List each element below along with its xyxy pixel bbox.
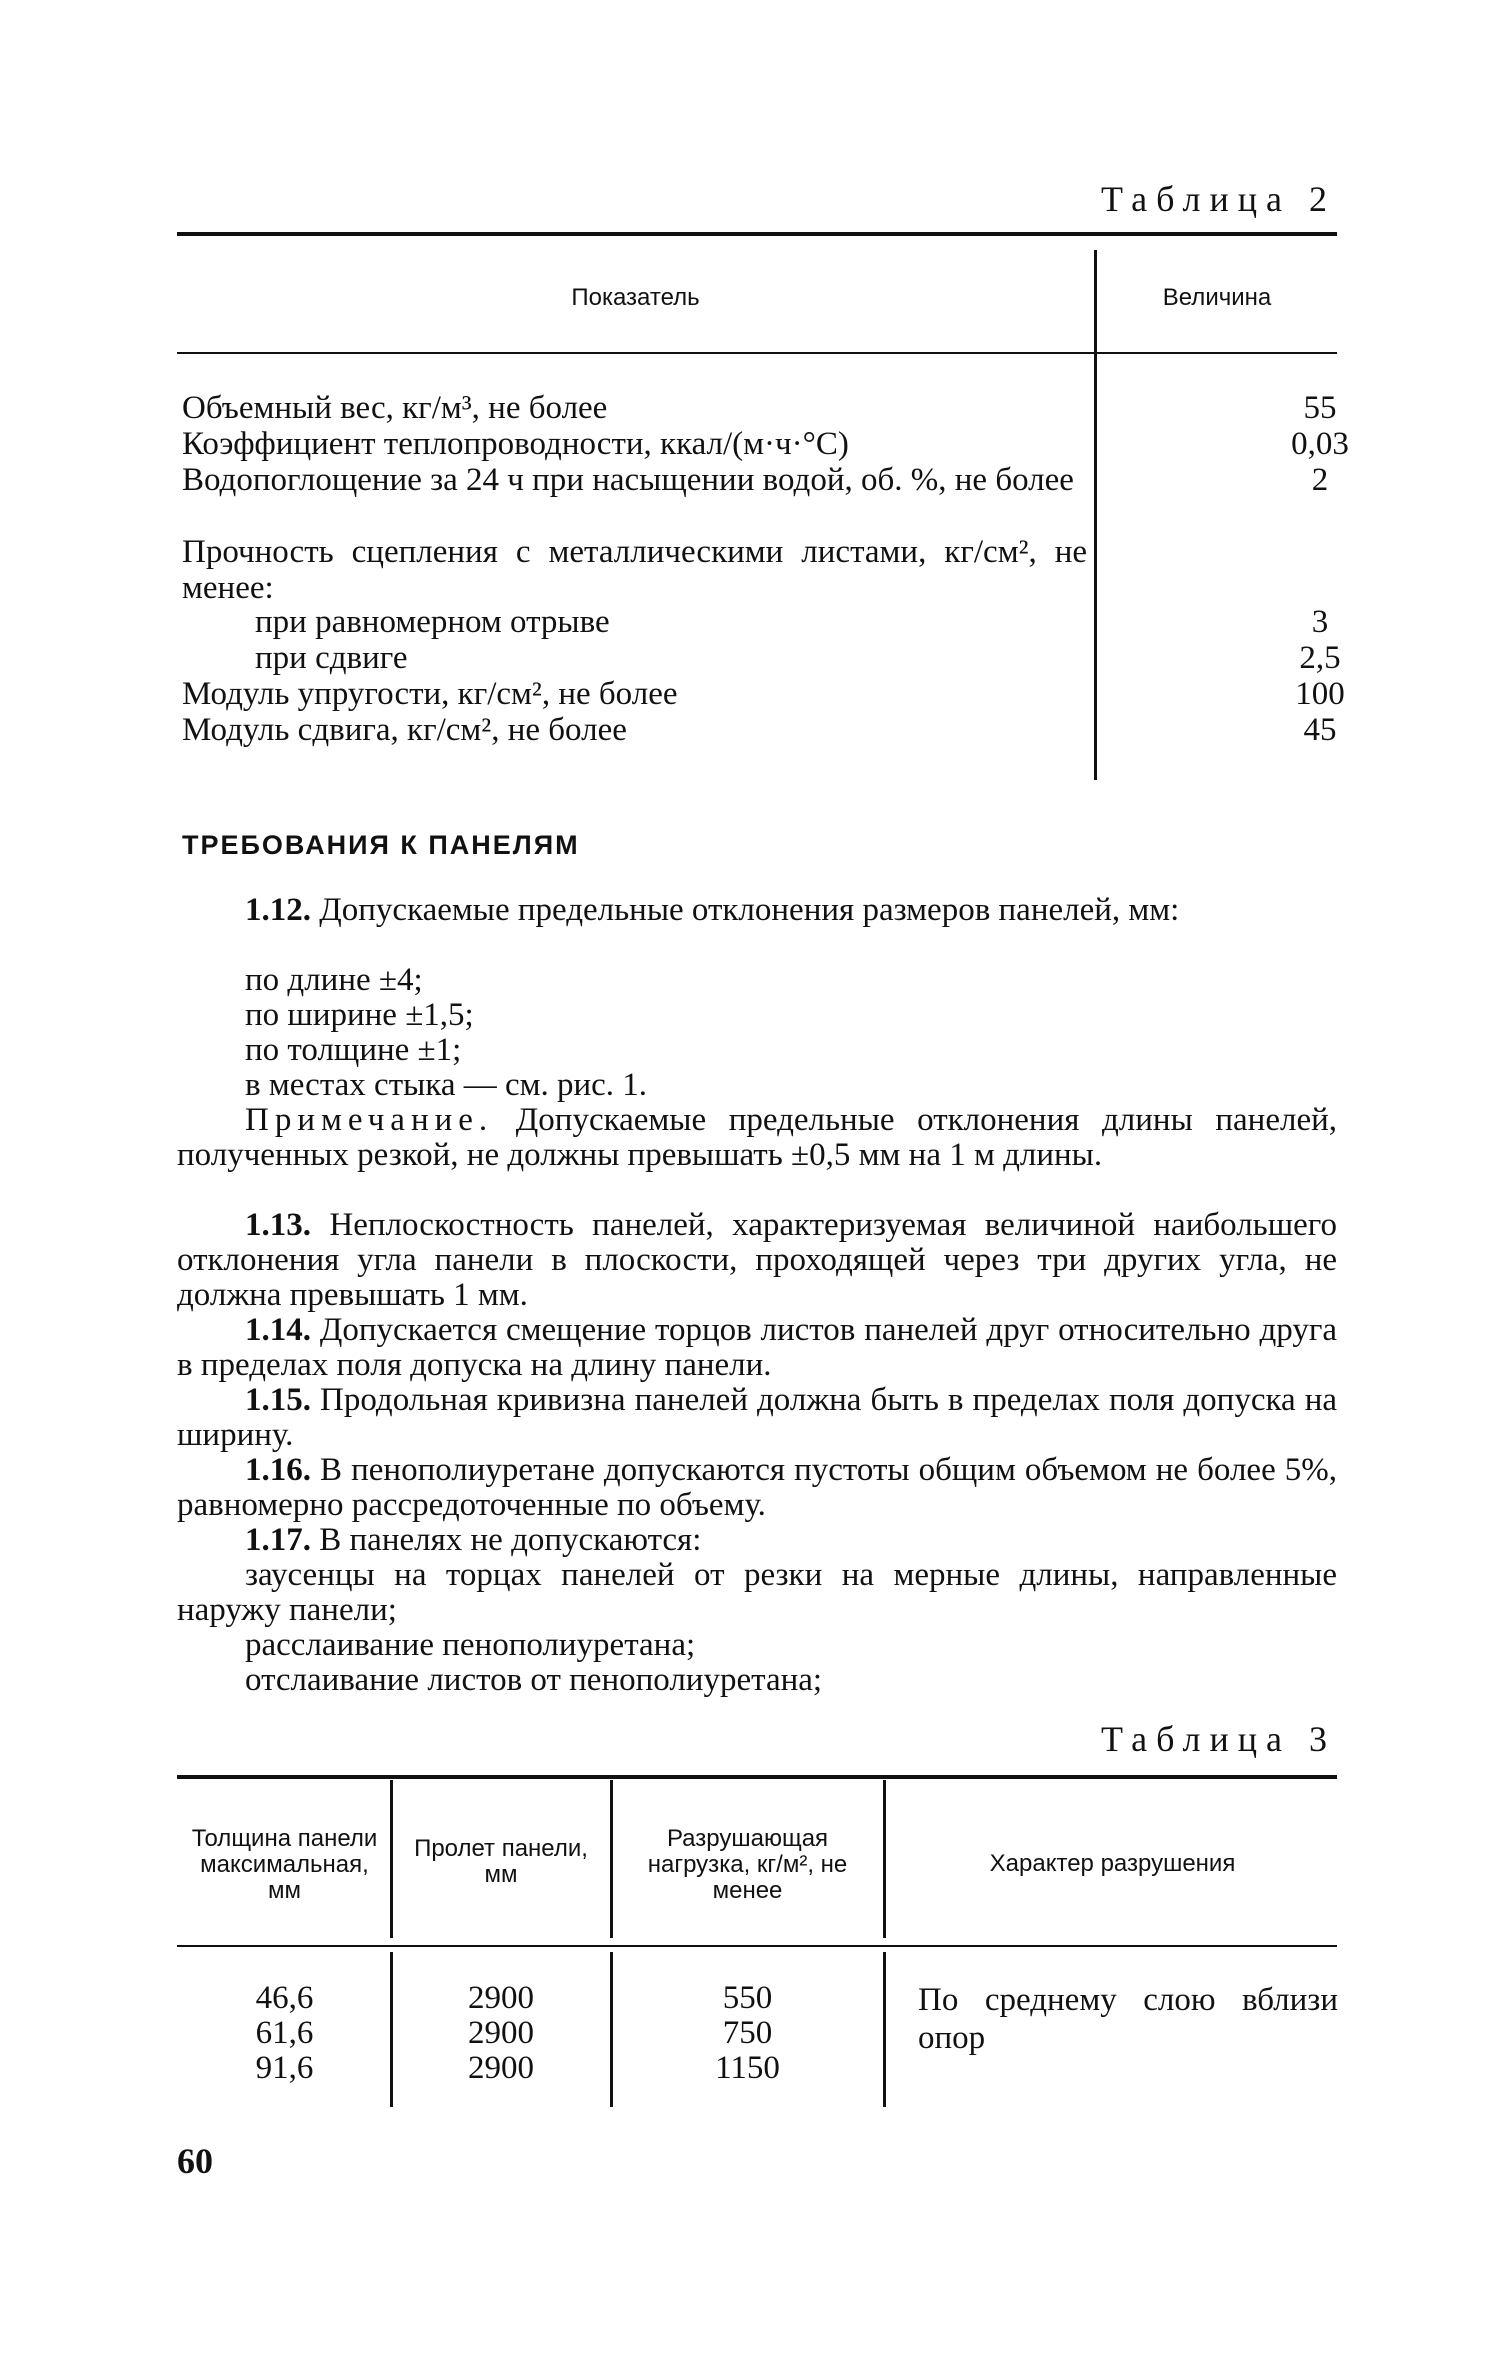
table3-header-span: Пролет панели, мм	[414, 1835, 588, 1888]
table2-row-value: 2,5	[1299, 640, 1341, 676]
list-item: по длине ±4;	[245, 962, 423, 998]
table3-header-failure: Характер разрушения	[989, 1850, 1236, 1877]
table3-divider	[390, 1952, 393, 2107]
table3-cell: 91,6	[255, 2050, 314, 2086]
table2-caption: Таблица 2	[1101, 179, 1336, 219]
table2-row-value: 3	[1311, 604, 1329, 640]
table3-cell: 2900	[468, 2050, 534, 2086]
table3-caption: Таблица 3	[1101, 1719, 1336, 1759]
table2-row-label: Объемный вес, кг/м³, не более	[182, 390, 608, 426]
table2-header-value: Величина	[1162, 284, 1272, 311]
table3-cell: 46,6	[255, 1980, 314, 2016]
table2-row-value: 2	[1311, 462, 1329, 498]
table2-row-value: 100	[1295, 676, 1345, 712]
list-item: в местах стыка — см. рис. 1.	[245, 1067, 648, 1103]
table2-row-label: Коэффициент теплопроводности, ккал/(м·ч·°С)	[182, 426, 849, 462]
table3-cell: 750	[722, 2015, 773, 2051]
table2-row-label: при равномерном отрыве	[255, 604, 610, 640]
note-paragraph: Примечание. Допускаемые предельные отклонения длины панелей, полученных резкой, не должны превышать ±0,5 мм на 1 м длины.	[177, 1102, 1338, 1173]
table2-row-label: при сдвиге	[255, 640, 408, 676]
paragraph-1-16: 1.16. В пенополиуретане допускаются пустоты общим объемом не более 5%, равномерно рассредоточенные по объему.	[177, 1452, 1337, 1523]
table3-cell: 2900	[468, 2015, 534, 2051]
table3-header-rule	[177, 1945, 1337, 1947]
table3-top-rule	[177, 1775, 1337, 1779]
table3-cell: 2900	[468, 1980, 534, 2016]
table2-top-rule	[177, 232, 1337, 236]
table3-cell: 1150	[715, 2050, 780, 2086]
section-title: ТРЕБОВАНИЯ К ПАНЕЛЯМ	[182, 830, 580, 860]
list-item: заусенцы на торцах панелей от резки на мерные длины, направленные наружу панели;	[177, 1557, 1337, 1628]
table3-header-thickness: Толщина панели максимальная, мм	[191, 1825, 378, 1904]
table2-row-value: 55	[1303, 390, 1337, 426]
table2-row-label: Модуль упругости, кг/см², не более	[182, 676, 678, 712]
table2-row-label: Прочность сцепления с металлическими листами, кг/см², не менее:	[182, 534, 1087, 606]
table2-row-label: Модуль сдвига, кг/см², не более	[182, 712, 627, 748]
table3-cell-failure: По среднему слою вблизи опор	[918, 1982, 1338, 2056]
page-number: 60	[177, 2141, 213, 2181]
table2-row-value: 45	[1303, 712, 1337, 748]
paragraph-1-15: 1.15. Продольная кривизна панелей должна быть в пределах поля допуска на ширину.	[177, 1382, 1338, 1453]
list-item: по ширине ±1,5;	[245, 997, 474, 1033]
table2-header-param: Показатель	[571, 284, 700, 311]
list-item: по толщине ±1;	[245, 1032, 462, 1068]
table3-cell: 550	[722, 1980, 773, 2016]
table3-cell: 61,6	[255, 2015, 314, 2051]
table3-divider	[610, 1952, 613, 2107]
table3-divider	[883, 1952, 886, 2107]
table2-header-rule	[177, 352, 1337, 354]
table3-divider	[390, 1780, 393, 1938]
table3-header-load: Разрушающая нагрузка, кг/м², не менее	[647, 1825, 848, 1904]
list-item: отслаивание листов от пенополиуретана;	[245, 1662, 823, 1698]
table2-row-value: 0,03	[1291, 426, 1349, 462]
paragraph-1-17: 1.17. В панелях не допускаются:	[245, 1522, 702, 1558]
paragraph-1-12: 1.12. Допускаемые предельные отклонения размеров панелей, мм:	[245, 892, 1180, 928]
paragraph-1-13: 1.13. Неплоскостность панелей, характеризуемая величиной наибольшего отклонения угла панели в плоскости, проходящей через три других угла, не должна превышать 1 мм.	[177, 1207, 1337, 1313]
list-item: расслаивание пенополиуретана;	[245, 1627, 696, 1663]
paragraph-1-14: 1.14. Допускается смещение торцов листов панелей друг относительно друга в пределах поля допуска на длину панели.	[177, 1312, 1338, 1383]
table3-divider	[883, 1780, 886, 1938]
table3-divider	[610, 1780, 613, 1938]
table2-row-label: Водопоглощение за 24 ч при насыщении водой, об. %, не более	[182, 462, 1074, 498]
